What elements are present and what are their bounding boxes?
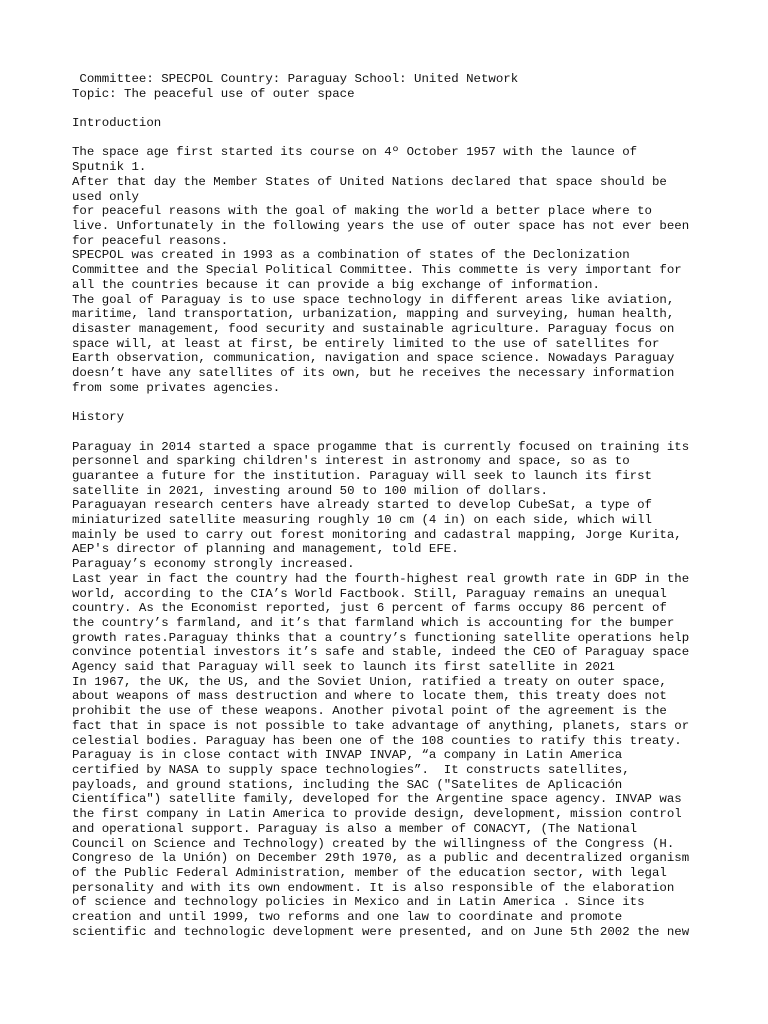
text-line: for peaceful reasons. bbox=[72, 233, 229, 248]
topic-line: Topic: The peaceful use of outer space bbox=[72, 86, 355, 101]
text-line: personality and with its own endowment. It is also responsible of the elaboration bbox=[72, 880, 675, 895]
text-line: miniaturized satellite measuring roughly 10 cm (4 in) on each side, which will bbox=[72, 513, 652, 528]
text-line: Paraguay in 2014 started a space progamme that is currently focused on training its bbox=[72, 439, 690, 454]
spacer bbox=[72, 425, 708, 440]
text-line: for peaceful reasons with the goal of making the world a better place where to bbox=[72, 204, 652, 219]
text-line: disaster management, food security and sustainable agriculture. Paraguay focus on bbox=[72, 321, 675, 336]
text-line: about weapons of mass destruction and where to locate them, this treaty does not bbox=[72, 689, 667, 704]
text-line: payloads, and ground stations, including the SAC ("Satelites de Aplicación bbox=[72, 777, 623, 792]
text-line: prohibit the use of these weapons. Another pivotal point of the agreement is the bbox=[72, 704, 667, 719]
text-line: country. As the Economist reported, just 6 percent of farms occupy 86 percent of bbox=[72, 601, 667, 616]
text-line: Paraguayan research centers have already started to develop CubeSat, a type of bbox=[72, 498, 652, 513]
text-line: Earth observation, communication, navigation and space science. Nowadays Paraguay bbox=[72, 351, 675, 366]
text-line: the first company in Latin America to provide design, development, mission control bbox=[72, 807, 682, 822]
text-line: Congreso de la Unión) on December 29th 1970, as a public and decentralized organism bbox=[72, 851, 690, 866]
text-line: from some privates agencies. bbox=[72, 380, 281, 395]
text-line: of science and technology policies in Mexico and in Latin America . Since its bbox=[72, 895, 645, 910]
text-line: Last year in fact the country had the fourth-highest real growth rate in GDP in the bbox=[72, 571, 690, 586]
history-section bbox=[72, 410, 708, 939]
text-line: world, according to the CIA’s World Factbook. Still, Paraguay remains an unequal bbox=[72, 586, 667, 601]
spacer bbox=[72, 101, 708, 116]
text-line: Sputnik 1. bbox=[72, 160, 147, 175]
text-line: The goal of Paraguay is to use space technology in different areas like aviation, bbox=[72, 292, 675, 307]
text-line: and operational support. Paraguay is also a member of CONACYT, (The National bbox=[72, 821, 638, 836]
text-line: convince potential investors it’s safe and stable, indeed the CEO of Paraguay space bbox=[72, 645, 690, 660]
text-line: Científica") satellite family, developed for the Argentine space agency. INVAP was bbox=[72, 792, 682, 807]
spacer bbox=[72, 395, 708, 410]
document-header bbox=[72, 72, 708, 101]
header-line: Committee: SPECPOL Country: Paraguay School: United Network bbox=[72, 72, 519, 86]
text-line: Council on Science and Technology) created by the willingness of the Congress (H. bbox=[72, 836, 675, 851]
text-line: all the countries because it can provide a big exchange of information. bbox=[72, 277, 600, 292]
text-line: personnel and sparking children's interest in astronomy and space, so as to bbox=[72, 454, 630, 469]
text-line: Agency said that Paraguay will seek to launch its first satellite in 2021 bbox=[72, 660, 615, 675]
text-line: live. Unfortunately in the following years the use of outer space has not ever been bbox=[72, 219, 690, 233]
text-line: space will, at least at first, be entirely limited to the use of satellites for bbox=[72, 336, 660, 351]
text-line: In 1967, the UK, the US, and the Soviet Union, ratified a treaty on outer space, bbox=[72, 674, 667, 689]
text-line: creation and until 1999, two reforms and one law to coordinate and promote bbox=[72, 910, 623, 925]
section-heading-history: History bbox=[72, 410, 125, 425]
history-body bbox=[72, 440, 708, 940]
text-line: satellite in 2021, investing around 50 to 100 milion of dollars. bbox=[72, 483, 548, 498]
text-line: certified by NASA to supply space technologies”. It constructs satellites, bbox=[72, 762, 630, 777]
text-line: Paraguay’s economy strongly increased. bbox=[72, 557, 355, 572]
text-line: doesn’t have any satellites of its own, but he receives the necessary information bbox=[72, 366, 675, 381]
introduction-section bbox=[72, 116, 708, 395]
introduction-body bbox=[72, 145, 708, 395]
spacer bbox=[72, 131, 708, 146]
text-line: used only bbox=[72, 189, 139, 204]
section-heading-introduction: Introduction bbox=[72, 116, 162, 131]
text-line: growth rates.Paraguay thinks that a country’s functioning satellite operations help bbox=[72, 630, 690, 645]
text-line: Committee and the Special Political Committee. This commette is very important for bbox=[72, 263, 682, 278]
text-line: fact that in space is not possible to take advantage of anything, planets, stars or bbox=[72, 718, 690, 733]
text-line: of the Public Federal Administration, member of the education sector, with legal bbox=[72, 865, 667, 880]
text-line: SPECPOL was created in 1993 as a combination of states of the Declonization bbox=[72, 248, 630, 263]
text-line: guarantee a future for the institution. Paraguay will seek to launch its first bbox=[72, 468, 652, 483]
text-line: The space age first started its course on 4º October 1957 with the launce of bbox=[72, 145, 638, 160]
text-line: After that day the Member States of United Nations declared that space should be bbox=[72, 174, 667, 189]
text-line: maritime, land transportation, urbanization, mapping and surveying, human health, bbox=[72, 307, 675, 322]
text-line: celestial bodies. Paraguay has been one of the 108 counties to ratify this treaty. bbox=[72, 733, 682, 748]
text-line: the country’s farmland, and it’s that farmland which is accounting for the bumper bbox=[72, 615, 675, 630]
text-line: Paraguay is in close contact with INVAP INVAP, “a company in Latin America bbox=[72, 748, 623, 763]
text-line: scientific and technologic development were presented, and on June 5th 2002 the new bbox=[72, 924, 690, 939]
text-line: mainly be used to carry out forest monitoring and cadastral mapping, Jorge Kurita, bbox=[72, 527, 682, 542]
text-line: AEP's director of planning and management, told EFE. bbox=[72, 542, 459, 557]
